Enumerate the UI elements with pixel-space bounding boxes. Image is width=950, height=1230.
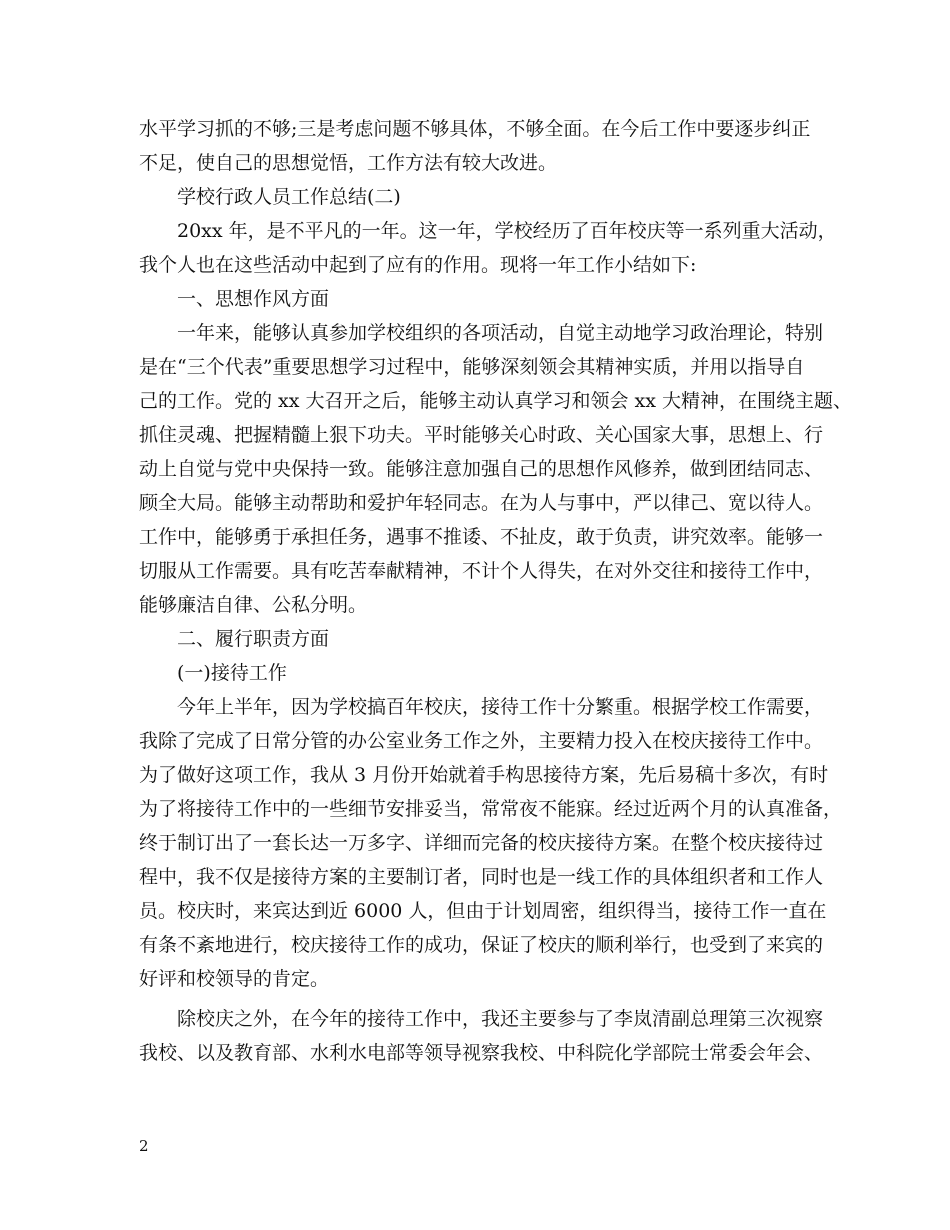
paragraph-line: 我校、以及教育部、水利水电部等领导视察我校、中科院化学部院士常委会年会、 <box>139 1042 824 1064</box>
paragraph-line: 员。校庆时，来宾达到近 6000 人，但由于计划周密，组织得当，接待工作一直在 <box>139 900 827 922</box>
paragraph-line: 为了做好这项工作，我从 3 月份开始就着手构思接待方案，先后易稿十多次，有时 <box>139 764 829 786</box>
paragraph-line: 终于制订出了一套长达一万多字、详细而完备的校庆接待方案。在整个校庆接待过 <box>139 832 824 854</box>
paragraph-line: 工作中，能够勇于承担任务，遇事不推诿、不扯皮，敢于负责，讲究效率。能够一 <box>139 526 824 548</box>
paragraph-line: 程中，我不仅是接待方案的主要制订者，同时也是一线工作的具体组织者和工作人 <box>139 866 824 888</box>
paragraph-line: 为了将接待工作中的一些细节安排妥当，常常夜不能寐。经过近两个月的认真准备， <box>139 798 843 820</box>
section-title: 学校行政人员工作总结(二) <box>177 186 401 208</box>
paragraph-line: 是在“三个代表”重要思想学习过程中，能够深刻领会其精神实质，并用以指导自 <box>139 356 805 378</box>
paragraph-line: 动上自觉与党中央保持一致。能够注意加强自己的思想作风修养，做到团结同志、 <box>139 458 824 480</box>
subsection-heading: (一)接待工作 <box>177 662 287 684</box>
paragraph-line: 水平学习抓的不够;三是考虑问题不够具体，不够全面。在今后工作中要逐步纠正 <box>139 118 811 140</box>
paragraph-line: 一年来，能够认真参加学校组织的各项活动，自觉主动地学习政治理论，特别 <box>177 322 824 344</box>
paragraph-line: 抓住灵魂、把握精髓上狠下功夫。平时能够关心时政、关心国家大事，思想上、行 <box>139 424 824 446</box>
section-heading: 二、履行职责方面 <box>177 628 330 650</box>
paragraph-line: 有条不紊地进行，校庆接待工作的成功，保证了校庆的顺利举行，也受到了来宾的 <box>139 934 824 956</box>
paragraph-line: 今年上半年，因为学校搞百年校庆，接待工作十分繁重。根据学校工作需要， <box>177 696 824 718</box>
document-body <box>139 112 853 1070</box>
paragraph-line: 顾全大局。能够主动帮助和爱护年轻同志。在为人与事中，严以律己、宽以待人。 <box>139 492 824 514</box>
paragraph-line: 好评和校领导的肯定。 <box>139 968 330 990</box>
paragraph-line: 除校庆之外，在今年的接待工作中，我还主要参与了李岚清副总理第三次视察 <box>177 1008 824 1030</box>
paragraph-line: 能够廉洁自律、公私分明。 <box>139 594 368 616</box>
paragraph-line: 20xx 年，是不平凡的一年。这一年，学校经历了百年校庆等一系列重大活动， <box>177 220 837 242</box>
paragraph-line: 我个人也在这些活动中起到了应有的作用。现将一年工作小结如下: <box>139 254 697 276</box>
paragraph-line: 切服从工作需要。具有吃苦奉献精神，不计个人得失，在对外交往和接待工作中， <box>139 560 824 582</box>
paragraph-line: 不足，使自己的思想觉悟，工作方法有较大改进。 <box>139 152 558 174</box>
page-number: 2 <box>139 1137 149 1155</box>
paragraph-line: 我除了完成了日常分管的办公室业务工作之外，主要精力投入在校庆接待工作中。 <box>139 730 824 752</box>
section-heading: 一、思想作风方面 <box>177 288 330 310</box>
paragraph-line: 己的工作。党的 xx 大召开之后，能够主动认真学习和领会 xx 大精神，在围绕主题、 <box>139 390 853 412</box>
